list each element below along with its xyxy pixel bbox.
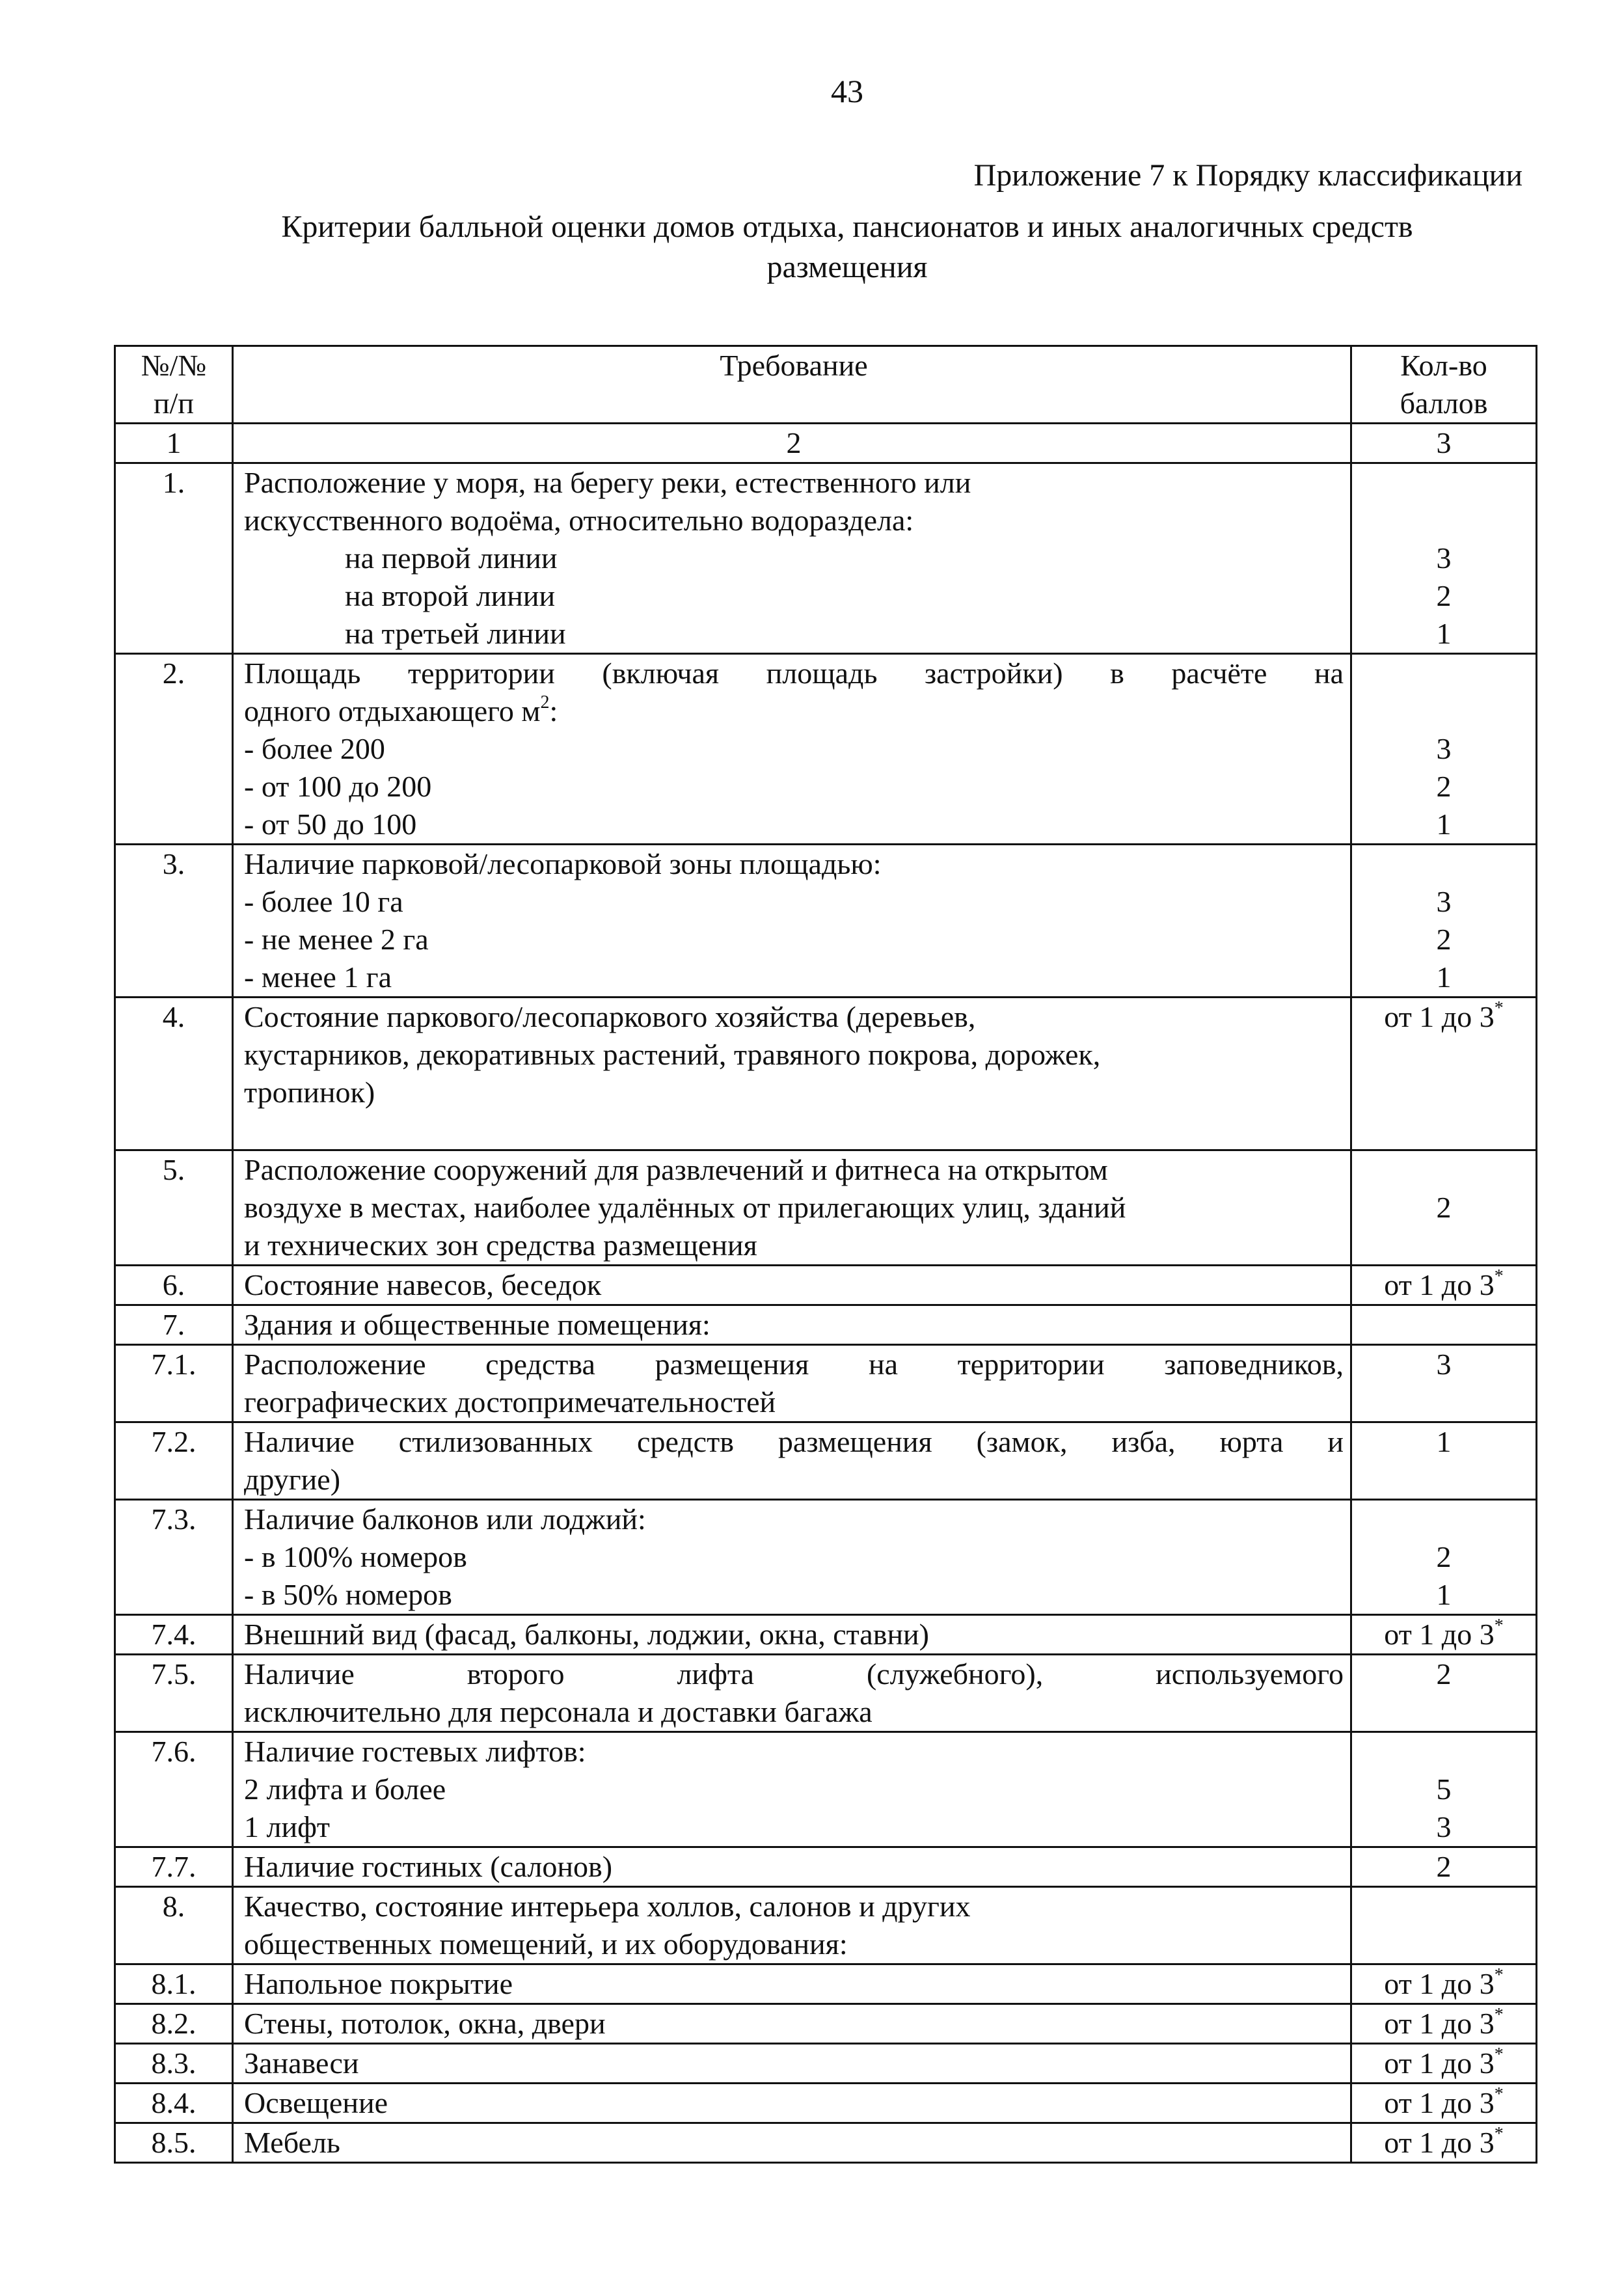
score-line-empty: [1352, 692, 1536, 730]
score-line-empty: [1352, 655, 1536, 692]
requirement-text: и технических зон средства размещения: [244, 1229, 757, 1262]
requirement-cell: [233, 1500, 1351, 1615]
score-text: 1: [1436, 1425, 1452, 1458]
requirement-text: - не менее 2 га: [244, 923, 429, 956]
score-text: от 1 до 3: [1384, 2007, 1495, 2040]
score-value: [1352, 539, 1536, 577]
score-value: [1352, 1346, 1536, 1383]
header-score-line: баллов: [1400, 387, 1488, 420]
score-value: [1352, 1423, 1536, 1461]
requirement-cell: [233, 1732, 1351, 1847]
footnote-asterisk: *: [1494, 998, 1504, 1018]
requirement-line: [244, 1848, 1344, 1886]
requirement-line: [244, 1925, 1344, 1963]
row-number-cell: 8.2.: [115, 2004, 233, 2044]
requirement-text: Наличие парковой/лесопарковой зоны площадью:: [244, 847, 882, 880]
score-cell: [1351, 998, 1537, 1150]
score-text: 1: [1436, 617, 1452, 650]
score-cell: [1351, 2084, 1537, 2123]
score-line-empty: [1352, 1227, 1536, 1264]
requirement-line: [244, 958, 1344, 996]
requirement-line: [244, 1616, 1344, 1653]
requirement-line: [244, 1074, 1344, 1111]
requirement-text: - от 100 до 200: [244, 770, 432, 803]
score-cell: [1351, 2044, 1537, 2084]
score-cell: [1351, 1500, 1537, 1615]
requirement-line: [244, 1036, 1344, 1074]
requirement-cell: [233, 654, 1351, 845]
requirement-text: Площадь территории (включая площадь застройки) в расчёте на: [244, 657, 1344, 690]
requirement-text: искусственного водоёма, относительно водораздела:: [244, 504, 914, 537]
header-requirement-cell: [233, 346, 1351, 424]
requirement-cell: [233, 998, 1351, 1150]
requirement-line: [244, 1346, 1344, 1383]
header-score-line: Кол-во: [1400, 349, 1487, 382]
score-line-empty: [1352, 1888, 1536, 1925]
requirement-cell: [233, 2044, 1351, 2084]
row-number-cell: 6.: [115, 1266, 233, 1305]
requirement-line: [244, 1576, 1344, 1614]
appendix-reference: Приложение 7 к Порядку классификации: [973, 158, 1522, 193]
superscript: 2: [540, 692, 550, 713]
score-value: [1352, 577, 1536, 615]
requirement-line: [244, 1227, 1344, 1264]
requirement-text: Расположение у моря, на берегу реки, естественного или: [244, 466, 971, 499]
footnote-asterisk: *: [1494, 1964, 1504, 1985]
score-cell: [1351, 845, 1537, 998]
score-text: 2: [1436, 923, 1452, 956]
table-row: [115, 2044, 1537, 2084]
table-row: [115, 1964, 1537, 2004]
requirement-line-blank: [244, 1111, 1344, 1149]
requirement-text: - в 100% номеров: [244, 1540, 467, 1573]
table-row: [115, 654, 1537, 845]
requirement-line: [244, 2084, 1344, 2122]
column-number-cell: 1: [115, 424, 233, 463]
requirement-cell: [233, 845, 1351, 998]
header-num-line: №/№: [141, 349, 207, 382]
row-number-cell: 7.7.: [115, 1847, 233, 1887]
table-row: [115, 1266, 1537, 1305]
requirement-cell: [233, 1655, 1351, 1732]
requirement-text: Наличие гостевых лифтов:: [244, 1735, 586, 1768]
requirement-cell: [233, 1847, 1351, 1887]
score-value: [1352, 806, 1536, 843]
requirement-text: на третьей линии: [345, 617, 566, 650]
requirement-text: 2 лифта и более: [244, 1773, 446, 1806]
header-requirement: Требование: [720, 349, 868, 382]
requirement-line: [244, 1965, 1344, 2003]
footnote-asterisk: *: [1494, 2084, 1504, 2104]
requirement-text-suffix: :: [549, 694, 558, 727]
row-number-cell: 3.: [115, 845, 233, 998]
requirement-line: [244, 921, 1344, 958]
requirement-text: на второй линии: [345, 579, 556, 612]
requirement-text: Освещение: [244, 2086, 388, 2119]
row-number-cell: 8.5.: [115, 2123, 233, 2163]
row-number-cell: 8.3.: [115, 2044, 233, 2084]
table-row: [115, 845, 1537, 998]
requirement-line: [244, 1266, 1344, 1304]
table-row: [115, 1847, 1537, 1887]
requirement-cell: [233, 1422, 1351, 1500]
score-value: [1352, 730, 1536, 768]
title-line: размещения: [766, 250, 928, 284]
footnote-asterisk: *: [1494, 2004, 1504, 2025]
score-text: 2: [1436, 770, 1452, 803]
title-line: Критерии балльной оценки домов отдыха, пансионатов и иных аналогичных средств: [281, 210, 1413, 244]
row-number-cell: 7.2.: [115, 1422, 233, 1500]
score-value: [1352, 1655, 1536, 1693]
score-cell: [1351, 1345, 1537, 1422]
score-text: 2: [1436, 1540, 1452, 1573]
score-line-empty: [1352, 1925, 1536, 1963]
requirement-text: другие): [244, 1463, 341, 1496]
table-row: [115, 2123, 1537, 2163]
score-value: [1352, 615, 1536, 653]
table-row: [115, 1887, 1537, 1964]
requirement-line: [244, 1461, 1344, 1499]
score-text: от 1 до 3: [1384, 2086, 1495, 2119]
score-cell: [1351, 1422, 1537, 1500]
requirement-line: [244, 2044, 1344, 2082]
requirement-text: одного отдыхающего м: [244, 694, 541, 727]
score-text: 3: [1436, 541, 1452, 575]
score-line-empty: [1352, 1111, 1536, 1149]
score-text: 2: [1436, 1657, 1452, 1691]
score-line-empty: [1352, 1693, 1536, 1731]
score-line-empty: [1352, 845, 1536, 883]
requirement-cell: [233, 463, 1351, 654]
header-num-line: п/п: [153, 387, 194, 420]
table-row: [115, 1150, 1537, 1266]
requirement-text: исключительно для персонала и доставки багажа: [244, 1695, 873, 1728]
score-text: от 1 до 3: [1384, 1268, 1495, 1301]
score-value: [1352, 768, 1536, 806]
requirement-text: Наличие балконов или лоджий:: [244, 1502, 646, 1536]
score-cell: [1351, 1887, 1537, 1964]
requirement-text: общественных помещений, и их оборудования:: [244, 1927, 848, 1961]
requirement-line: [244, 615, 1344, 653]
requirement-cell: [233, 1266, 1351, 1305]
score-text: 2: [1436, 1850, 1452, 1883]
requirement-line: [244, 464, 1344, 502]
score-line-empty: [1352, 464, 1536, 502]
score-text: от 1 до 3: [1384, 1618, 1495, 1651]
footnote-asterisk: *: [1494, 1266, 1504, 1286]
requirement-line: [244, 1693, 1344, 1731]
requirement-cell: [233, 1615, 1351, 1655]
score-line-empty: [1352, 1461, 1536, 1499]
score-value: [1352, 2005, 1536, 2043]
score-cell: [1351, 1655, 1537, 1732]
score-value: [1352, 1538, 1536, 1576]
requirement-line: [244, 577, 1344, 615]
requirement-cell: [233, 1964, 1351, 2004]
score-cell: [1351, 654, 1537, 845]
requirement-text: - в 50% номеров: [244, 1578, 452, 1611]
column-number-cell: 2: [233, 424, 1351, 463]
requirement-line: [244, 883, 1344, 921]
score-line-empty: [1352, 1074, 1536, 1111]
requirement-cell: [233, 2004, 1351, 2044]
score-text: 5: [1436, 1773, 1452, 1806]
score-line-empty: [1352, 1733, 1536, 1771]
row-number-cell: 7.1.: [115, 1345, 233, 1422]
requirement-line: [244, 1888, 1344, 1925]
score-cell: [1351, 1847, 1537, 1887]
row-number-cell: 8.: [115, 1887, 233, 1964]
row-number-cell: 7.6.: [115, 1732, 233, 1847]
requirement-text: - менее 1 га: [244, 960, 392, 994]
score-cell: [1351, 2123, 1537, 2163]
header-num-cell: [115, 346, 233, 424]
requirement-line: [244, 1771, 1344, 1808]
requirement-line: [244, 998, 1344, 1036]
requirement-line: [244, 2005, 1344, 2043]
requirement-line: [244, 806, 1344, 843]
requirement-line: [244, 1189, 1344, 1227]
score-line-empty: [1352, 502, 1536, 539]
row-number-cell: 8.1.: [115, 1964, 233, 2004]
footnote-asterisk: *: [1494, 1615, 1504, 1636]
requirement-text: Наличие второго лифта (служебного), используемого: [244, 1657, 1344, 1691]
requirement-text: тропинок): [244, 1076, 375, 1109]
score-cell: [1351, 1964, 1537, 2004]
score-line-empty: [1352, 1151, 1536, 1189]
score-cell: [1351, 1305, 1537, 1345]
requirement-cell: [233, 1345, 1351, 1422]
requirement-text: Качество, состояние интерьера холлов, салонов и других: [244, 1890, 971, 1923]
score-text: 2: [1436, 579, 1452, 612]
column-number-row: [115, 424, 1537, 463]
row-number-cell: 4.: [115, 998, 233, 1150]
requirement-text: Наличие стилизованных средств размещения (замок, изба, юрта и: [244, 1425, 1344, 1458]
score-value: [1352, 2044, 1536, 2082]
score-text: от 1 до 3: [1384, 1000, 1495, 1033]
requirement-cell: [233, 1305, 1351, 1345]
table-row: [115, 1345, 1537, 1422]
footnote-asterisk: *: [1494, 2123, 1504, 2144]
requirement-line: [244, 1655, 1344, 1693]
header-score-cell: [1351, 346, 1537, 424]
requirement-text: Занавеси: [244, 2046, 359, 2080]
requirement-line: [244, 2124, 1344, 2162]
row-number-cell: 7.: [115, 1305, 233, 1345]
score-value: [1352, 1576, 1536, 1614]
table-header-row: [115, 346, 1537, 424]
score-text: от 1 до 3: [1384, 2126, 1495, 2159]
score-value: [1352, 1189, 1536, 1227]
score-value: [1352, 998, 1536, 1036]
score-line-empty: [1352, 1306, 1536, 1344]
requirement-text: Состояние навесов, беседок: [244, 1268, 602, 1301]
column-number-cell: 3: [1351, 424, 1537, 463]
score-cell: [1351, 1615, 1537, 1655]
document-title: [195, 207, 1499, 288]
table-row: [115, 1305, 1537, 1345]
table-row: [115, 1500, 1537, 1615]
requirement-line: [244, 845, 1344, 883]
score-text: 2: [1436, 1191, 1452, 1224]
row-number-cell: 2.: [115, 654, 233, 845]
requirement-text: Мебель: [244, 2126, 340, 2159]
requirement-text: воздухе в местах, наиболее удалённых от прилегающих улиц, зданий: [244, 1191, 1126, 1224]
requirement-line: [244, 1151, 1344, 1189]
score-value: [1352, 1771, 1536, 1808]
score-cell: [1351, 1150, 1537, 1266]
row-number-cell: 8.4.: [115, 2084, 233, 2123]
score-value: [1352, 883, 1536, 921]
requirement-text: Расположение средства размещения на территории заповедников,: [244, 1348, 1344, 1381]
requirement-line: [244, 1733, 1344, 1771]
table-row: [115, 463, 1537, 654]
requirement-text: Напольное покрытие: [244, 1967, 513, 2000]
requirement-line: [244, 768, 1344, 806]
requirement-line: [244, 539, 1344, 577]
score-value: [1352, 2084, 1536, 2122]
requirement-text: - более 200: [244, 732, 385, 765]
score-line-empty: [1352, 1501, 1536, 1538]
score-value: [1352, 2124, 1536, 2162]
requirement-cell: [233, 2084, 1351, 2123]
requirement-line: [244, 655, 1344, 692]
row-number-cell: 7.4.: [115, 1615, 233, 1655]
score-text: 1: [1436, 808, 1452, 841]
criteria-table: [114, 345, 1537, 2164]
table-row: [115, 2004, 1537, 2044]
footnote-asterisk: *: [1494, 2044, 1504, 2065]
row-number-cell: 5.: [115, 1150, 233, 1266]
score-value: [1352, 958, 1536, 996]
row-number-cell: 1.: [115, 463, 233, 654]
requirement-text: Здания и общественные помещения:: [244, 1308, 710, 1341]
score-line-empty: [1352, 1036, 1536, 1074]
requirement-line: [244, 1306, 1344, 1344]
requirement-text: кустарников, декоративных растений, травяного покрова, дорожек,: [244, 1038, 1101, 1071]
score-value: [1352, 1965, 1536, 2003]
table-row: [115, 2084, 1537, 2123]
requirement-text: - более 10 га: [244, 885, 403, 918]
requirement-line: [244, 1423, 1344, 1461]
score-cell: [1351, 1732, 1537, 1847]
table-row: [115, 1655, 1537, 1732]
score-text: от 1 до 3: [1384, 1967, 1495, 2000]
score-value: [1352, 1848, 1536, 1886]
score-text: 3: [1436, 1348, 1452, 1381]
requirement-text: Расположение сооружений для развлечений и фитнеса на открытом: [244, 1153, 1108, 1186]
score-text: 1: [1436, 960, 1452, 994]
table-row: [115, 1422, 1537, 1500]
requirement-text: Внешний вид (фасад, балконы, лоджии, окна, ставни): [244, 1618, 929, 1651]
requirement-text: 1 лифт: [244, 1810, 330, 1843]
requirement-line: [244, 1501, 1344, 1538]
score-value: [1352, 921, 1536, 958]
requirement-text: Состояние паркового/лесопаркового хозяйства (деревьев,: [244, 1000, 976, 1033]
score-cell: [1351, 2004, 1537, 2044]
requirement-text: Наличие гостиных (салонов): [244, 1850, 613, 1883]
score-cell: [1351, 463, 1537, 654]
score-text: 3: [1436, 885, 1452, 918]
requirement-line: [244, 1808, 1344, 1846]
row-number-cell: 7.3.: [115, 1500, 233, 1615]
score-value: [1352, 1266, 1536, 1304]
score-text: 3: [1436, 732, 1452, 765]
row-number-cell: 7.5.: [115, 1655, 233, 1732]
requirement-line: [244, 730, 1344, 768]
requirement-text: на первой линии: [345, 541, 558, 575]
requirement-text: - от 50 до 100: [244, 808, 417, 841]
requirement-line: [244, 1538, 1344, 1576]
requirement-cell: [233, 2123, 1351, 2163]
score-text: от 1 до 3: [1384, 2046, 1495, 2080]
score-value: [1352, 1808, 1536, 1846]
score-cell: [1351, 1266, 1537, 1305]
table-row: [115, 998, 1537, 1150]
requirement-text: Стены, потолок, окна, двери: [244, 2007, 606, 2040]
score-line-empty: [1352, 1383, 1536, 1421]
score-text: 1: [1436, 1578, 1452, 1611]
page-number: 43: [831, 73, 863, 109]
requirement-line: [244, 502, 1344, 539]
requirement-cell: [233, 1150, 1351, 1266]
score-text: 3: [1436, 1810, 1452, 1843]
requirement-line: [244, 692, 1344, 730]
score-value: [1352, 1616, 1536, 1653]
requirement-cell: [233, 1887, 1351, 1964]
requirement-text: географических достопримечательностей: [244, 1385, 776, 1419]
requirement-line: [244, 1383, 1344, 1421]
table-row: [115, 1615, 1537, 1655]
table-row: [115, 1732, 1537, 1847]
